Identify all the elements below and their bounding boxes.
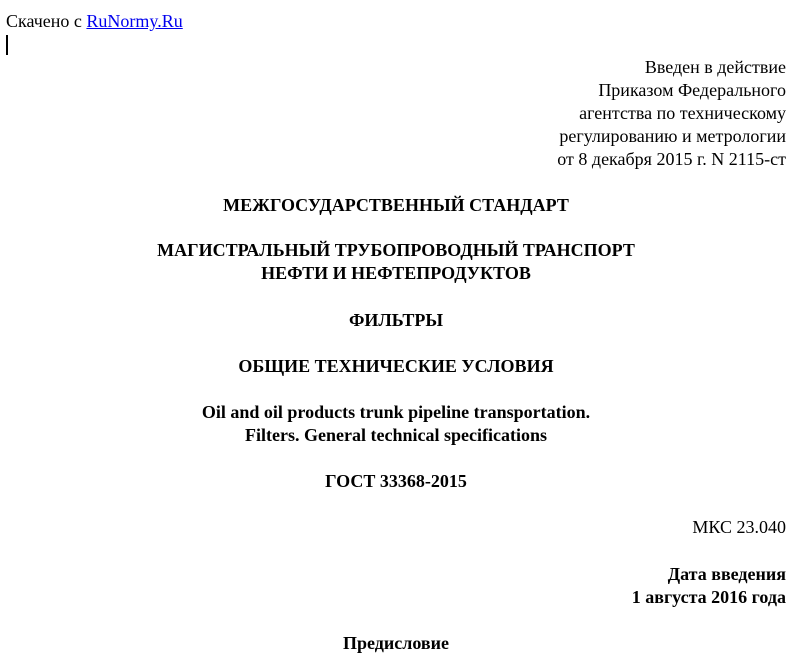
- standard-type-heading: [0, 194, 792, 217]
- conditions-heading: [0, 355, 792, 378]
- enactment-line: регулированию и метрологии: [559, 126, 786, 146]
- conditions: ОБЩИЕ ТЕХНИЧЕСКИЕ УСЛОВИЯ: [238, 356, 554, 376]
- foreword-title: Предисловие: [343, 633, 449, 653]
- enactment-line: от 8 декабря 2015 г. N 2115-ст: [557, 149, 786, 169]
- document-title: [0, 239, 792, 285]
- source-prefix: Скачено с: [6, 11, 87, 31]
- english-title-line: Oil and oil products trunk pipeline transportation.: [201, 402, 591, 422]
- classification-code: [692, 516, 786, 539]
- gost-code: ГОСТ 33368-2015: [325, 471, 467, 491]
- gost-number: [0, 470, 792, 493]
- foreword-heading: [0, 632, 792, 655]
- source-line: [6, 10, 183, 32]
- enactment-line: Введен в действие: [644, 57, 786, 77]
- effective-date-label: Дата введения: [667, 564, 786, 584]
- enactment-note: [557, 56, 786, 171]
- subject: ФИЛЬТРЫ: [348, 310, 444, 330]
- effective-date-value: 1 августа 2016 года: [631, 587, 786, 607]
- title-line: МАГИСТРАЛЬНЫЙ ТРУБОПРОВОДНЫЙ ТРАНСПОРТ: [157, 240, 635, 260]
- mks-code: МКС 23.040: [692, 517, 786, 537]
- english-title-line: Filters. General technical specifications: [245, 425, 547, 445]
- standard-type: МЕЖГОСУДАРСТВЕННЫЙ СТАНДАРТ: [223, 195, 569, 215]
- english-title: [0, 401, 792, 447]
- subject-heading: [0, 309, 792, 332]
- enactment-line: Приказом Федерального: [598, 80, 786, 100]
- effective-date: [632, 563, 786, 609]
- text-cursor: [6, 35, 8, 55]
- enactment-line: агентства по техническому: [579, 103, 786, 123]
- source-link[interactable]: RuNormy.Ru: [86, 11, 183, 31]
- title-line: НЕФТИ И НЕФТЕПРОДУКТОВ: [261, 263, 531, 283]
